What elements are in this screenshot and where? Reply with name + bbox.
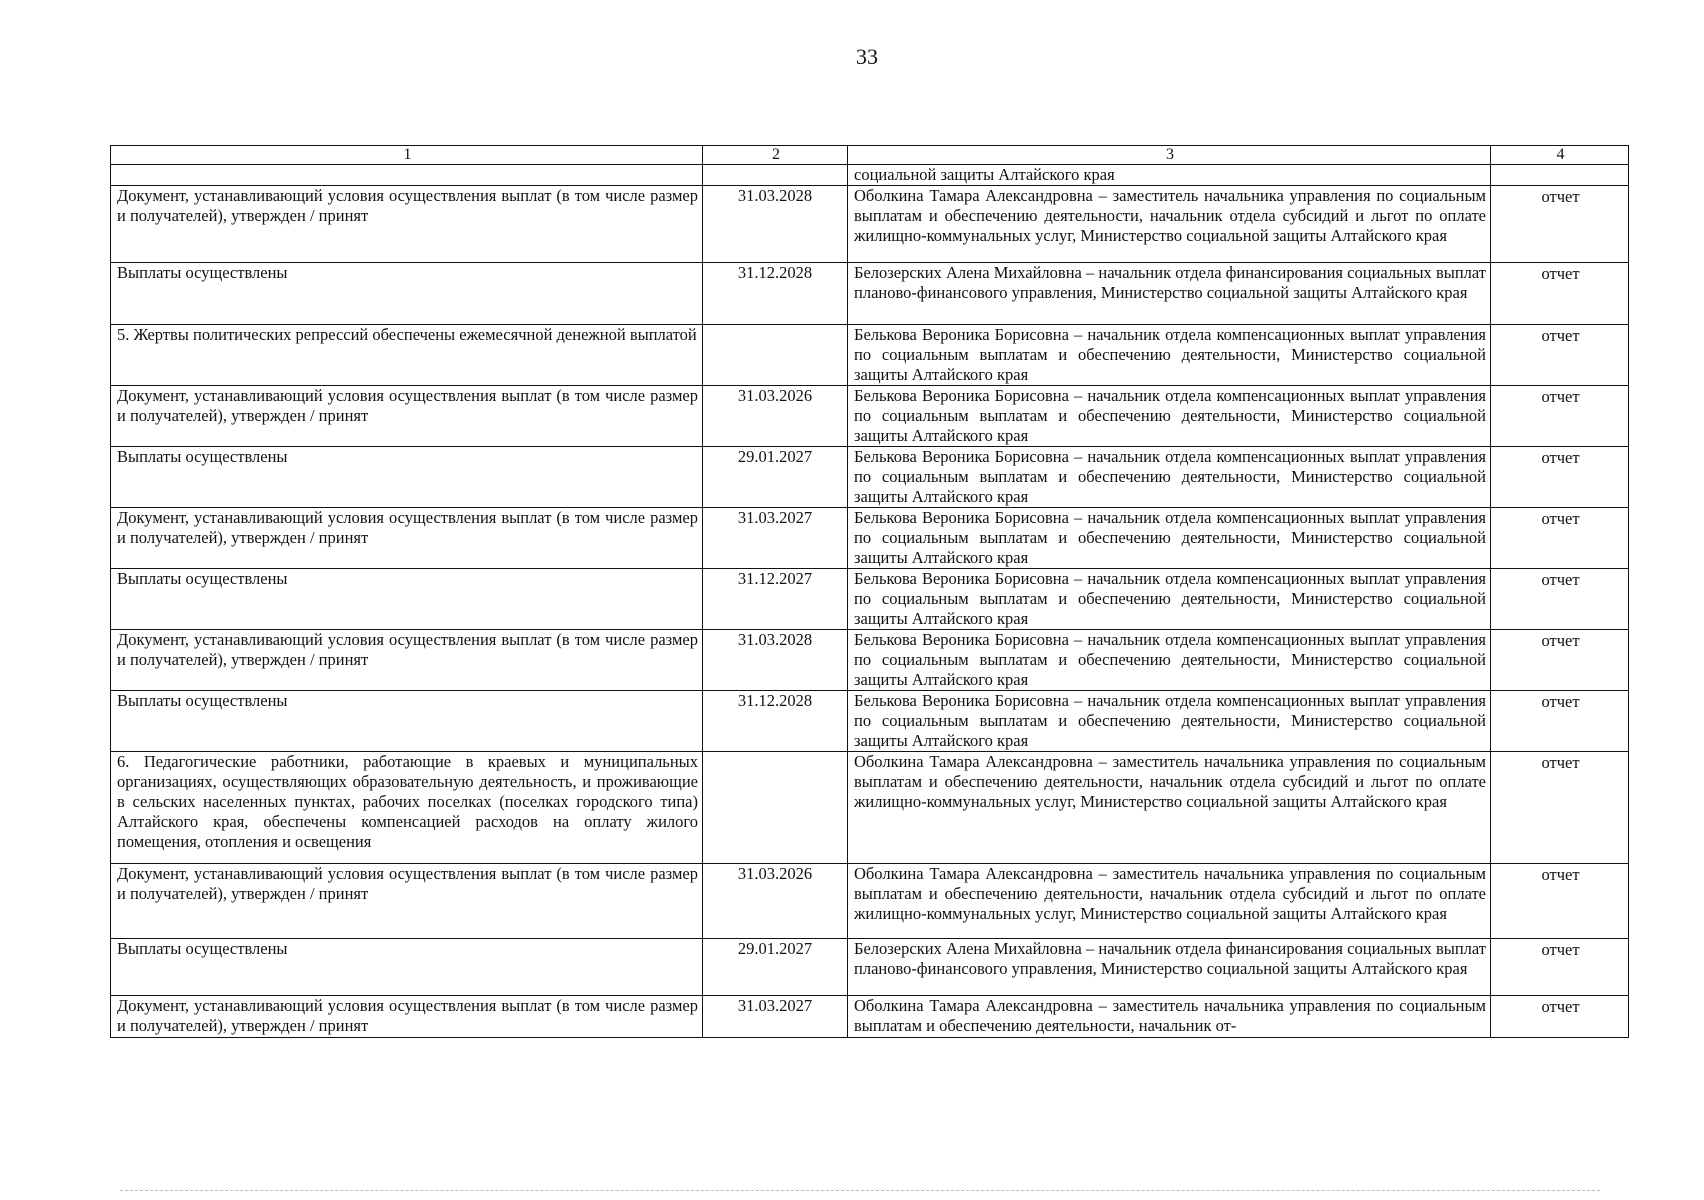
cell-document-type: отчет: [1491, 691, 1629, 752]
cell-document-type: отчет: [1491, 630, 1629, 691]
cell-responsible: Оболкина Тамара Александровна – заместитель начальника управления по социальным выплатам и обеспечению деятельности, начальник отдела субсидий и льгот по оплате жилищно-коммунальных услуг, Министерство социальной защиты Алтайского края: [848, 864, 1491, 939]
cell-result: [111, 165, 703, 186]
cell-date: [703, 752, 848, 864]
cell-result: Выплаты осуществлены: [111, 569, 703, 630]
cell-document-type: отчет: [1491, 386, 1629, 447]
table-row: [111, 508, 1629, 569]
cell-document-type: отчет: [1491, 752, 1629, 864]
cell-document-type: отчет: [1491, 325, 1629, 386]
document-table: [110, 145, 1629, 1038]
table-row: [111, 864, 1629, 939]
cell-date: 31.12.2028: [703, 691, 848, 752]
cell-document-type: отчет: [1491, 186, 1629, 263]
table-row: [111, 691, 1629, 752]
table-row: [111, 630, 1629, 691]
page-number: 33: [856, 44, 878, 69]
header-row: [111, 146, 1629, 165]
cell-responsible: Белозерских Алена Михайловна – начальник отдела финансирования социальных выплат планово-финансового управления, Министерство социальной защиты Алтайского края: [848, 263, 1491, 325]
cell-document-type: отчет: [1491, 508, 1629, 569]
table-row: [111, 386, 1629, 447]
cell-responsible: Оболкина Тамара Александровна – заместитель начальника управления по социальным выплатам и обеспечению деятельности, начальник от-: [848, 996, 1491, 1038]
table-row: [111, 447, 1629, 508]
column-header-3: 3: [848, 146, 1491, 165]
cell-result: 5. Жертвы политических репрессий обеспечены ежемесячной денежной выплатой: [111, 325, 703, 386]
table-header: [111, 146, 1629, 165]
cell-result: 6. Педагогические работники, работающие в краевых и муниципальных организациях, осуществляющих образовательную деятельность, и проживающие в сельских населенных пунктах, рабочих поселках (поселках городского типа) Алтайского края, обеспечены компенсацией расходов на оплату жилого помещения, отопления и освещения: [111, 752, 703, 864]
cell-date: [703, 165, 848, 186]
cell-document-type: отчет: [1491, 864, 1629, 939]
cell-responsible: Оболкина Тамара Александровна – заместитель начальника управления по социальным выплатам и обеспечению деятельности, начальник отдела субсидий и льгот по оплате жилищно-коммунальных услуг, Министерство социальной защиты Алтайского края: [848, 752, 1491, 864]
cell-result: Выплаты осуществлены: [111, 691, 703, 752]
cell-responsible: Белькова Вероника Борисовна – начальник отдела компенсационных выплат управления по социальным выплатам и обеспечению деятельности, Министерство социальной защиты Алтайского края: [848, 447, 1491, 508]
cell-responsible: Оболкина Тамара Александровна – заместитель начальника управления по социальным выплатам и обеспечению деятельности, начальник отдела субсидий и льгот по оплате жилищно-коммунальных услуг, Министерство социальной защиты Алтайского края: [848, 186, 1491, 263]
cell-document-type: [1491, 165, 1629, 186]
table-row: [111, 752, 1629, 864]
table-body: [111, 165, 1629, 1038]
cell-responsible: социальной защиты Алтайского края: [848, 165, 1491, 186]
cell-result: Выплаты осуществлены: [111, 939, 703, 996]
table-row: [111, 325, 1629, 386]
cell-date: 31.12.2028: [703, 263, 848, 325]
cell-date: 31.12.2027: [703, 569, 848, 630]
cell-responsible: Белозерских Алена Михайловна – начальник отдела финансирования социальных выплат планово-финансового управления, Министерство социальной защиты Алтайского края: [848, 939, 1491, 996]
cell-date: 29.01.2027: [703, 939, 848, 996]
cell-date: 31.03.2028: [703, 630, 848, 691]
table-row: [111, 939, 1629, 996]
cell-responsible: Белькова Вероника Борисовна – начальник отдела компенсационных выплат управления по социальным выплатам и обеспечению деятельности, Министерство социальной защиты Алтайского края: [848, 569, 1491, 630]
cell-date: 31.03.2026: [703, 864, 848, 939]
table-row: [111, 165, 1629, 186]
cell-document-type: отчет: [1491, 447, 1629, 508]
cell-responsible: Белькова Вероника Борисовна – начальник отдела компенсационных выплат управления по социальным выплатам и обеспечению деятельности, Министерство социальной защиты Алтайского края: [848, 325, 1491, 386]
column-header-4: 4: [1491, 146, 1629, 165]
cell-responsible: Белькова Вероника Борисовна – начальник отдела компенсационных выплат управления по социальным выплатам и обеспечению деятельности, Министерство социальной защиты Алтайского края: [848, 508, 1491, 569]
cell-result: Документ, устанавливающий условия осуществления выплат (в том числе размер и получателей), утвержден / принят: [111, 630, 703, 691]
cell-responsible: Белькова Вероника Борисовна – начальник отдела компенсационных выплат управления по социальным выплатам и обеспечению деятельности, Министерство социальной защиты Алтайского края: [848, 630, 1491, 691]
cell-result: Документ, устанавливающий условия осуществления выплат (в том числе размер и получателей), утвержден / принят: [111, 386, 703, 447]
cell-result: Выплаты осуществлены: [111, 263, 703, 325]
table-row: [111, 263, 1629, 325]
cell-result: Документ, устанавливающий условия осуществления выплат (в том числе размер и получателей), утвержден / принят: [111, 864, 703, 939]
cell-document-type: отчет: [1491, 996, 1629, 1038]
cell-document-type: отчет: [1491, 263, 1629, 325]
cell-responsible: Белькова Вероника Борисовна – начальник отдела компенсационных выплат управления по социальным выплатам и обеспечению деятельности, Министерство социальной защиты Алтайского края: [848, 691, 1491, 752]
cell-date: 31.03.2027: [703, 508, 848, 569]
table-row: [111, 569, 1629, 630]
cell-document-type: отчет: [1491, 939, 1629, 996]
column-header-1: 1: [111, 146, 703, 165]
cell-date: 29.01.2027: [703, 447, 848, 508]
cell-result: Документ, устанавливающий условия осуществления выплат (в том числе размер и получателей), утвержден / принят: [111, 508, 703, 569]
cell-result: Выплаты осуществлены: [111, 447, 703, 508]
cell-date: 31.03.2028: [703, 186, 848, 263]
cell-result: Документ, устанавливающий условия осуществления выплат (в том числе размер и получателей), утвержден / принят: [111, 186, 703, 263]
cell-responsible: Белькова Вероника Борисовна – начальник отдела компенсационных выплат управления по социальным выплатам и обеспечению деятельности, Министерство социальной защиты Алтайского края: [848, 386, 1491, 447]
table-row: [111, 186, 1629, 263]
cell-date: 31.03.2027: [703, 996, 848, 1038]
page-bottom-rule: [120, 1190, 1600, 1191]
cell-result: Документ, устанавливающий условия осуществления выплат (в том числе размер и получателей), утвержден / принят: [111, 996, 703, 1038]
cell-date: [703, 325, 848, 386]
column-header-2: 2: [703, 146, 848, 165]
cell-document-type: отчет: [1491, 569, 1629, 630]
table-row: [111, 996, 1629, 1038]
cell-date: 31.03.2026: [703, 386, 848, 447]
